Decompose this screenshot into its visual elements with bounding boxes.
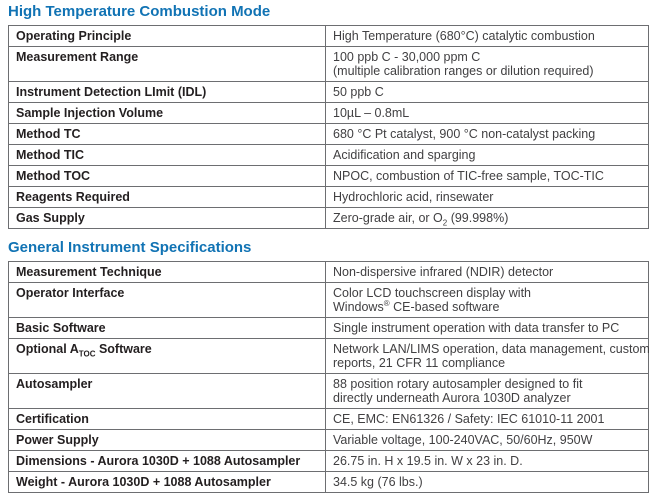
spec-row <box>9 318 649 339</box>
spec-table-general-specs <box>8 261 649 493</box>
spec-label-cell <box>9 262 326 283</box>
spec-value-cell <box>326 47 649 82</box>
spec-value-cell <box>326 339 649 374</box>
spec-table-combustion-mode <box>8 25 649 229</box>
spec-label-cell <box>9 166 326 187</box>
spec-row <box>9 339 649 374</box>
text-segment: High Temperature (680°C) catalytic combustion <box>333 29 595 43</box>
spec-value-cell <box>326 82 649 103</box>
text-segment: Windows <box>333 300 384 314</box>
spec-row <box>9 124 649 145</box>
text-segment: 50 ppb C <box>333 85 384 99</box>
spec-value-line <box>333 106 640 120</box>
spec-label-cell <box>9 409 326 430</box>
sub-segment: 2 <box>442 218 448 228</box>
spec-row <box>9 430 649 451</box>
spec-value-line <box>333 356 640 370</box>
spec-label-cell <box>9 451 326 472</box>
spec-value-line <box>333 211 640 228</box>
spec-row <box>9 409 649 430</box>
spec-label-cell <box>9 103 326 124</box>
spec-value-cell <box>326 318 649 339</box>
text-segment: Method TOC <box>16 169 91 183</box>
spec-value-line <box>333 412 640 426</box>
text-segment: CE-based software <box>389 300 500 314</box>
text-segment: Zero-grade air, or O <box>333 211 443 225</box>
text-segment: Weight - Aurora 1030D + 1088 Autosampler <box>16 475 271 489</box>
text-segment: Instrument Detection LImit (IDL) <box>16 85 207 99</box>
text-segment: Hydrochloric acid, rinsewater <box>333 190 494 204</box>
text-segment: CE, EMC: EN61326 / Safety: IEC 61010-11 2001 <box>333 412 605 426</box>
spec-label-cell <box>9 145 326 166</box>
text-segment: Variable voltage, 100-240VAC, 50/60Hz, 950W <box>333 433 593 447</box>
text-segment: Optional A <box>16 342 79 356</box>
spec-label-cell <box>9 339 326 374</box>
spec-value-cell <box>326 208 649 229</box>
text-segment: (multiple calibration ranges or dilution required) <box>333 64 594 78</box>
text-segment: Autosampler <box>16 377 93 391</box>
spec-value-cell <box>326 409 649 430</box>
section-title-combustion-mode: High Temperature Combustion Mode <box>8 3 271 20</box>
spec-row <box>9 47 649 82</box>
text-segment: Measurement Range <box>16 50 139 64</box>
spec-row <box>9 187 649 208</box>
spec-value-line <box>333 475 640 489</box>
spec-value-line <box>333 377 640 391</box>
text-segment: 34.5 kg (76 lbs.) <box>333 475 423 489</box>
sup-segment: ® <box>383 298 390 308</box>
text-segment: Software <box>95 342 152 356</box>
spec-value-line <box>333 64 640 78</box>
text-segment: 88 position rotary autosampler designed to fit <box>333 377 583 391</box>
spec-value-line <box>333 321 640 335</box>
text-segment: directly underneath Aurora 1030D analyzer <box>333 391 571 405</box>
spec-value-cell <box>326 374 649 409</box>
spec-label-cell <box>9 208 326 229</box>
spec-value-line <box>333 148 640 162</box>
text-segment: Operating Principle <box>16 29 132 43</box>
text-segment: Reagents Required <box>16 190 130 204</box>
spec-value-cell <box>326 262 649 283</box>
text-segment: Certification <box>16 412 89 426</box>
spec-label-cell <box>9 283 326 318</box>
spec-value-cell <box>326 26 649 47</box>
spec-row <box>9 451 649 472</box>
spec-table-body <box>9 262 649 493</box>
text-segment: NPOC, combustion of TIC-free sample, TOC-TIC <box>333 169 604 183</box>
spec-value-cell <box>326 451 649 472</box>
text-segment: Basic Software <box>16 321 106 335</box>
spec-label-cell <box>9 374 326 409</box>
spec-value-line <box>333 265 640 279</box>
spec-row <box>9 103 649 124</box>
spec-value-line <box>333 50 640 64</box>
section-high-temperature-combustion-mode <box>8 3 649 229</box>
text-segment: Acidification and sparging <box>333 148 476 162</box>
text-segment: 26.75 in. H x 19.5 in. W x 23 in. D. <box>333 454 523 468</box>
spec-label-cell <box>9 318 326 339</box>
spec-value-cell <box>326 472 649 493</box>
spec-row <box>9 283 649 318</box>
spec-row <box>9 472 649 493</box>
spec-row <box>9 208 649 229</box>
spec-value-line <box>333 169 640 183</box>
spec-value-line <box>333 85 640 99</box>
spec-value-line <box>333 391 640 405</box>
text-segment: Dimensions - Aurora 1030D + 1088 Autosampler <box>16 454 301 468</box>
text-segment: (99.998%) <box>447 211 509 225</box>
spec-value-line <box>333 300 640 314</box>
spec-row <box>9 26 649 47</box>
spec-value-line <box>333 29 640 43</box>
text-segment: reports, 21 CFR 11 compliance <box>333 356 506 370</box>
text-segment: Single instrument operation with data transfer to PC <box>333 321 620 335</box>
spec-value-cell <box>326 187 649 208</box>
spec-label-cell <box>9 472 326 493</box>
spec-row <box>9 166 649 187</box>
text-segment: Measurement Technique <box>16 265 162 279</box>
spec-value-line <box>333 454 640 468</box>
spec-value-cell <box>326 166 649 187</box>
spec-table-body <box>9 26 649 229</box>
spec-label-cell <box>9 26 326 47</box>
text-segment: Operator Interface <box>16 286 125 300</box>
spec-row <box>9 145 649 166</box>
sub-segment: TOC <box>78 349 96 359</box>
spec-value-cell <box>326 283 649 318</box>
spec-value-line <box>333 127 640 141</box>
spec-value-line <box>333 433 640 447</box>
text-segment: Network LAN/LIMS operation, data management, custom <box>333 342 650 356</box>
text-segment: Non-dispersive infrared (NDIR) detector <box>333 265 554 279</box>
spec-value-cell <box>326 103 649 124</box>
section-title-general-specs: General Instrument Specifications <box>8 239 252 256</box>
spec-row <box>9 374 649 409</box>
text-segment: Color LCD touchscreen display with <box>333 286 532 300</box>
spec-value-cell <box>326 124 649 145</box>
text-segment: Power Supply <box>16 433 99 447</box>
spec-label-cell <box>9 187 326 208</box>
text-segment: 10µL – 0.8mL <box>333 106 410 120</box>
spec-row <box>9 82 649 103</box>
spec-label-cell <box>9 124 326 145</box>
text-segment: Sample Injection Volume <box>16 106 164 120</box>
text-segment: 680 °C Pt catalyst, 900 °C non-catalyst packing <box>333 127 596 141</box>
spec-label-cell <box>9 47 326 82</box>
spec-row <box>9 262 649 283</box>
section-general-instrument-specifications <box>8 239 649 493</box>
spec-label-cell <box>9 82 326 103</box>
spec-label-cell <box>9 430 326 451</box>
text-segment: Gas Supply <box>16 211 85 225</box>
text-segment: Method TIC <box>16 148 85 162</box>
text-segment: Method TC <box>16 127 81 141</box>
spec-value-line <box>333 342 650 356</box>
spec-value-line <box>333 286 640 300</box>
text-segment: 100 ppb C - 30,000 ppm C <box>333 50 481 64</box>
spec-value-line <box>333 190 640 204</box>
spec-value-cell <box>326 430 649 451</box>
spec-value-cell <box>326 145 649 166</box>
